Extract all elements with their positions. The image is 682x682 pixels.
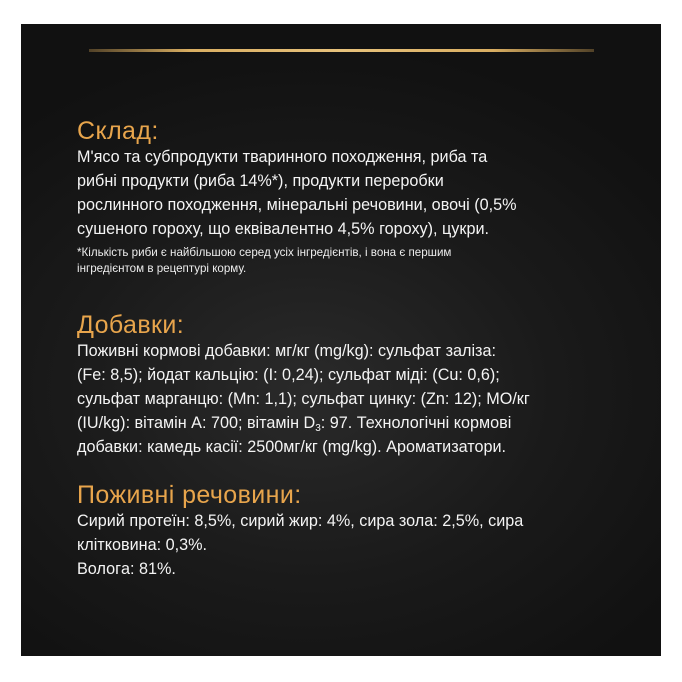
composition-line: рослинного походження, мінеральні речовини, овочі (0,5%: [77, 196, 517, 214]
nutrients-section: [77, 481, 637, 581]
additives-line: (Fe: 8,5); йодат кальцію: (I: 0,24); сульфат міді: (Cu: 0,6);: [77, 366, 500, 384]
product-info-card: [21, 24, 661, 656]
additives-line: добавки: камедь касії: 2500мг/кг (mg/kg). Ароматизатори.: [77, 438, 507, 456]
vitamin-subscript: 3: [315, 423, 321, 434]
vitamin-text: (IU/kg): вітамін А: 700; вітамін D: [77, 414, 316, 432]
additives-line: [77, 411, 637, 435]
composition-text: [77, 145, 637, 241]
composition-line: М'ясо та субпродукти тваринного походження, риба та: [77, 148, 488, 166]
composition-heading: Склад:: [77, 117, 159, 145]
nutrients-line: клітковина: 0,3%.: [77, 536, 207, 554]
additives-section: [77, 311, 637, 459]
gold-divider: [89, 49, 594, 52]
nutrients-line: Вологa: 81%.: [77, 560, 176, 578]
footnote-line: інгредієнтом в рецептурі корму.: [77, 262, 247, 275]
footnote-line: *Кількість риби є найбільшою серед усіх інгредієнтів, і вона є першим: [77, 246, 452, 259]
additives-line: Поживні кормові добавки: мг/кг (mg/kg): сульфат заліза:: [77, 342, 496, 360]
composition-line: сушеного гороху, що еквівалентно 4,5% гороху), цукри.: [77, 220, 490, 238]
additives-text: [77, 339, 637, 459]
additives-heading: Добавки:: [77, 311, 185, 339]
composition-footnote: [77, 245, 637, 277]
nutrients-text: [77, 509, 637, 581]
composition-section: [77, 117, 637, 277]
nutrients-line: Сирий протеїн: 8,5%, сирий жир: 4%, сира зола: 2,5%, сира: [77, 512, 524, 530]
nutrients-heading: Поживні речовини:: [77, 481, 302, 509]
vitamin-text-rest: : 97. Технологічні кормові: [320, 414, 512, 432]
additives-line: сульфат марганцю: (Mn: 1,1); сульфат цинку: (Zn: 12); МО/кг: [77, 390, 530, 408]
composition-line: рибні продукти (риба 14%*), продукти переробки: [77, 172, 444, 190]
